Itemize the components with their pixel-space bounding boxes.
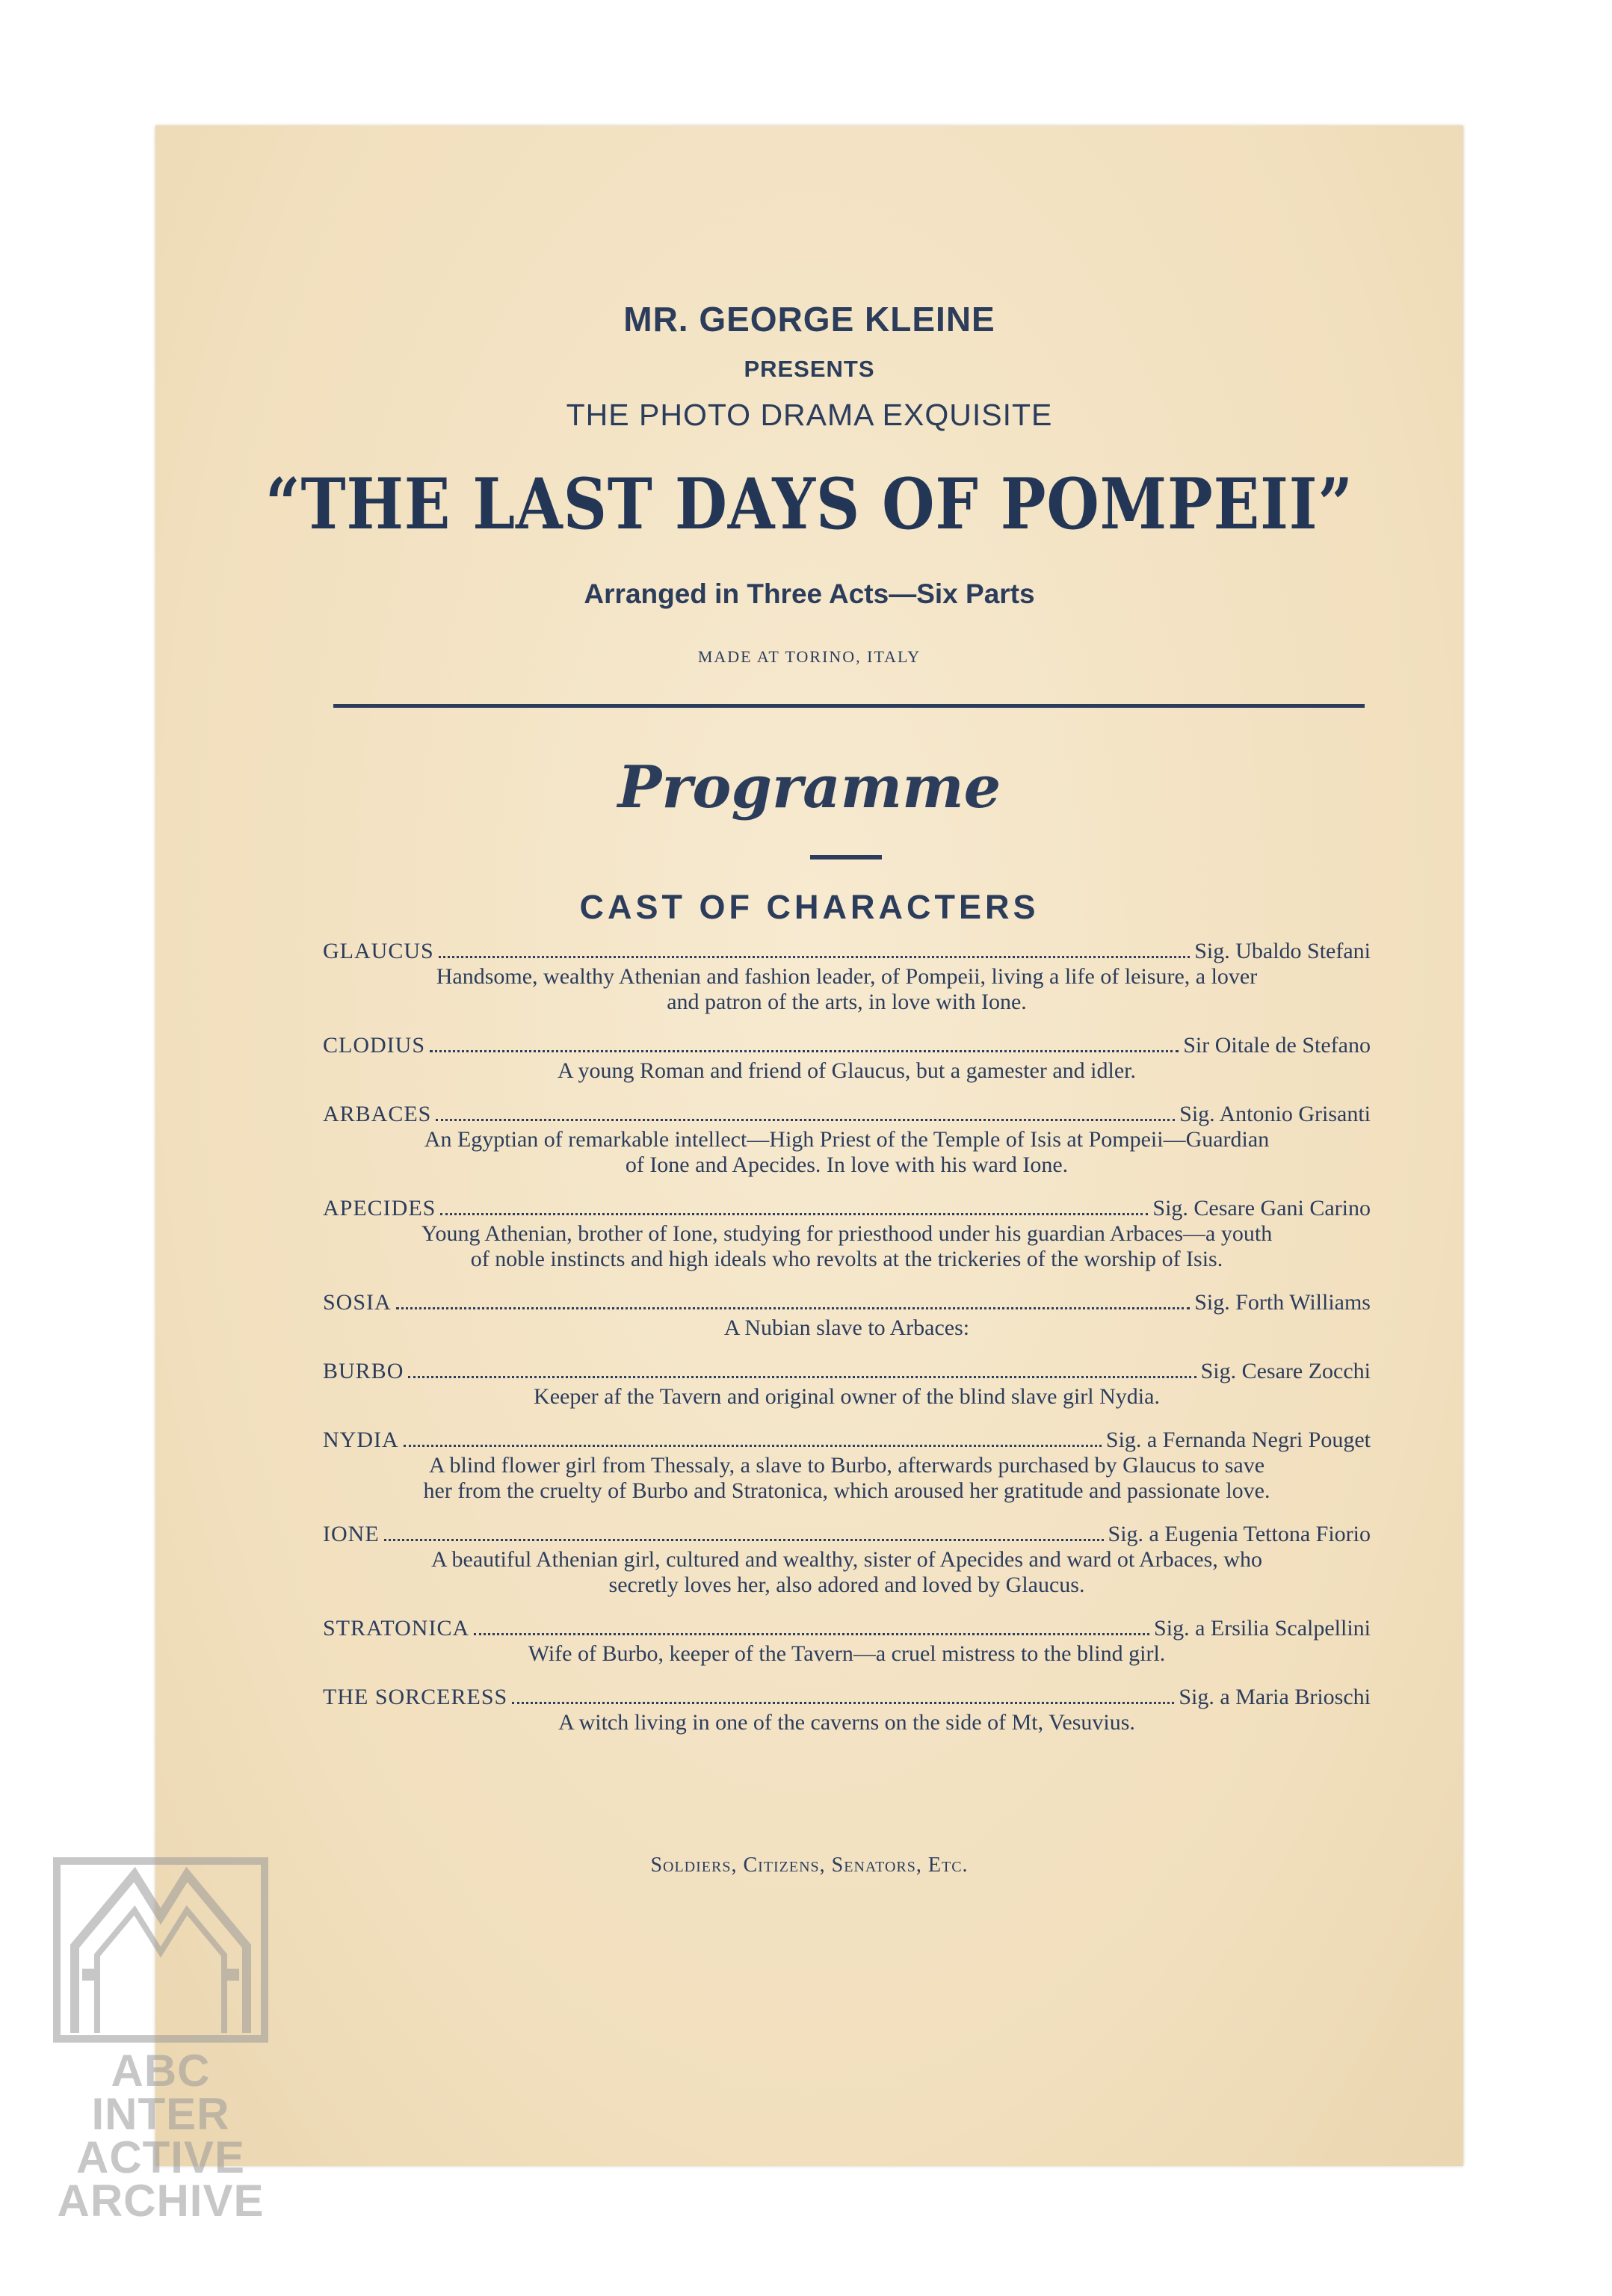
cast-entry-apecides	[323, 1196, 1371, 1272]
cast-description: A Nubian slave to Arbaces:	[723, 1315, 970, 1340]
watermark-line: ABC	[111, 2046, 211, 2096]
cast-entry-arbaces	[323, 1102, 1371, 1178]
presents-line: PRESENTS	[744, 356, 875, 382]
dot-leader	[474, 1633, 1149, 1635]
dot-leader	[396, 1307, 1191, 1309]
cast-role: BURBO	[323, 1359, 404, 1383]
dot-leader	[408, 1376, 1196, 1378]
cast-entry-sosia	[323, 1290, 1371, 1341]
archive-monogram-icon	[52, 1857, 269, 2043]
cast-actor: Sig. a Ersilia Scalpellini	[1154, 1616, 1371, 1641]
cast-list	[323, 939, 1371, 1753]
cast-description: A witch living in one of the caverns on the side of Mt, Vesuvius.	[558, 1710, 1135, 1735]
extras-line: Soldiers, Citizens, Senators, Etc.	[650, 1854, 969, 1877]
cast-entry-stratonica	[323, 1616, 1371, 1667]
cast-role: GLAUCUS	[323, 939, 434, 963]
film-title: “THE LAST DAYS OF POMPEII”	[265, 463, 1353, 546]
dot-leader	[439, 956, 1191, 958]
presenter-line: MR. GEORGE KLEINE	[623, 300, 995, 339]
header-divider	[333, 704, 1365, 708]
watermark-line: INTER	[91, 2089, 230, 2139]
cast-actor: Sig. Ubaldo Stefani	[1194, 939, 1371, 963]
archive-watermark-logo	[52, 1857, 269, 2245]
programme-divider	[810, 855, 882, 860]
cast-role: CLODIUS	[323, 1033, 426, 1058]
cast-role: IONE	[323, 1522, 380, 1546]
cast-role: SOSIA	[323, 1290, 392, 1315]
cast-description: Young Athenian, brother of Ione, studying for priesthood under his guardian Arbaces—a youth of noble instincts and high ideals who revolts at the trickeries of the worship of Isis.	[421, 1221, 1273, 1271]
cast-description: An Egyptian of remarkable intellect—High Priest of the Temple of Isis at Pompeii—Guardian of Ione and Apecides. In love with his ward Ione.	[424, 1127, 1270, 1177]
watermark-line: ACTIVE	[75, 2132, 246, 2182]
cast-description: A beautiful Athenian girl, cultured and wealthy, sister of Apecides and ward ot Arbaces, who secretly loves her, also adored and loved by Glaucus.	[431, 1547, 1262, 1597]
cast-description: Wife of Burbo, keeper of the Tavern—a cruel mistress to the blind girl.	[528, 1641, 1166, 1666]
cast-entry-clodius	[323, 1033, 1371, 1084]
cast-actor: Sig. a Fernanda Negri Pouget	[1105, 1428, 1371, 1452]
dot-leader	[512, 1702, 1174, 1704]
subtitle-line: THE PHOTO DRAMA EXQUISITE	[566, 398, 1053, 432]
cast-role: ARBACES	[323, 1102, 432, 1126]
cast-description: A young Roman and friend of Glaucus, but a gamester and idler.	[558, 1058, 1136, 1083]
cast-entry-sorceress	[323, 1685, 1371, 1735]
programme-heading: Programme	[617, 753, 1001, 821]
cast-description: Handsome, wealthy Athenian and fashion leader, of Pompeii, living a life of leisure, a lover and patron of the arts, in love with Ione.	[436, 964, 1258, 1014]
dot-leader	[440, 1213, 1148, 1215]
cast-actor: Sir Oitale de Stefano	[1183, 1033, 1371, 1058]
watermark-line: ARCHIVE	[57, 2176, 265, 2226]
cast-entry-nydia	[323, 1428, 1371, 1504]
made-at-line: MADE AT TORINO, ITALY	[697, 647, 921, 666]
cast-entry-ione	[323, 1522, 1371, 1598]
cast-actor: Sig. a Eugenia Tettona Fiorio	[1108, 1522, 1371, 1546]
dot-leader	[436, 1119, 1175, 1121]
cast-actor: Sig. Forth Williams	[1194, 1290, 1371, 1315]
cast-actor: Sig. a Maria Brioschi	[1179, 1685, 1371, 1709]
cast-heading: CAST OF CHARACTERS	[579, 888, 1040, 926]
cast-entry-glaucus	[323, 939, 1371, 1015]
cast-description: Keeper af the Tavern and original owner of the blind slave girl Nydia.	[534, 1384, 1160, 1409]
arrangement-line: Arranged in Three Acts—Six Parts	[584, 578, 1035, 609]
cast-role: THE SORCERESS	[323, 1685, 508, 1709]
dot-leader	[404, 1445, 1102, 1447]
dot-leader	[430, 1050, 1179, 1052]
cast-description: A blind flower girl from Thessaly, a slave to Burbo, afterwards purchased by Glaucus to save her from the cruelty of Burbo and Stratonica, which aroused her gratitude and passionate love.	[423, 1453, 1270, 1503]
cast-actor: Sig. Antonio Grisanti	[1179, 1102, 1371, 1126]
cast-role: STRATONICA	[323, 1616, 470, 1641]
programme-sheet	[155, 126, 1463, 2166]
cast-role: APECIDES	[323, 1196, 436, 1220]
cast-actor: Sig. Cesare Zocchi	[1200, 1359, 1371, 1383]
dot-leader	[384, 1539, 1104, 1541]
cast-role: NYDIA	[323, 1428, 399, 1452]
archive-wordmark	[52, 2046, 269, 2226]
cast-actor: Sig. Cesare Gani Carino	[1152, 1196, 1371, 1220]
cast-entry-burbo	[323, 1359, 1371, 1410]
